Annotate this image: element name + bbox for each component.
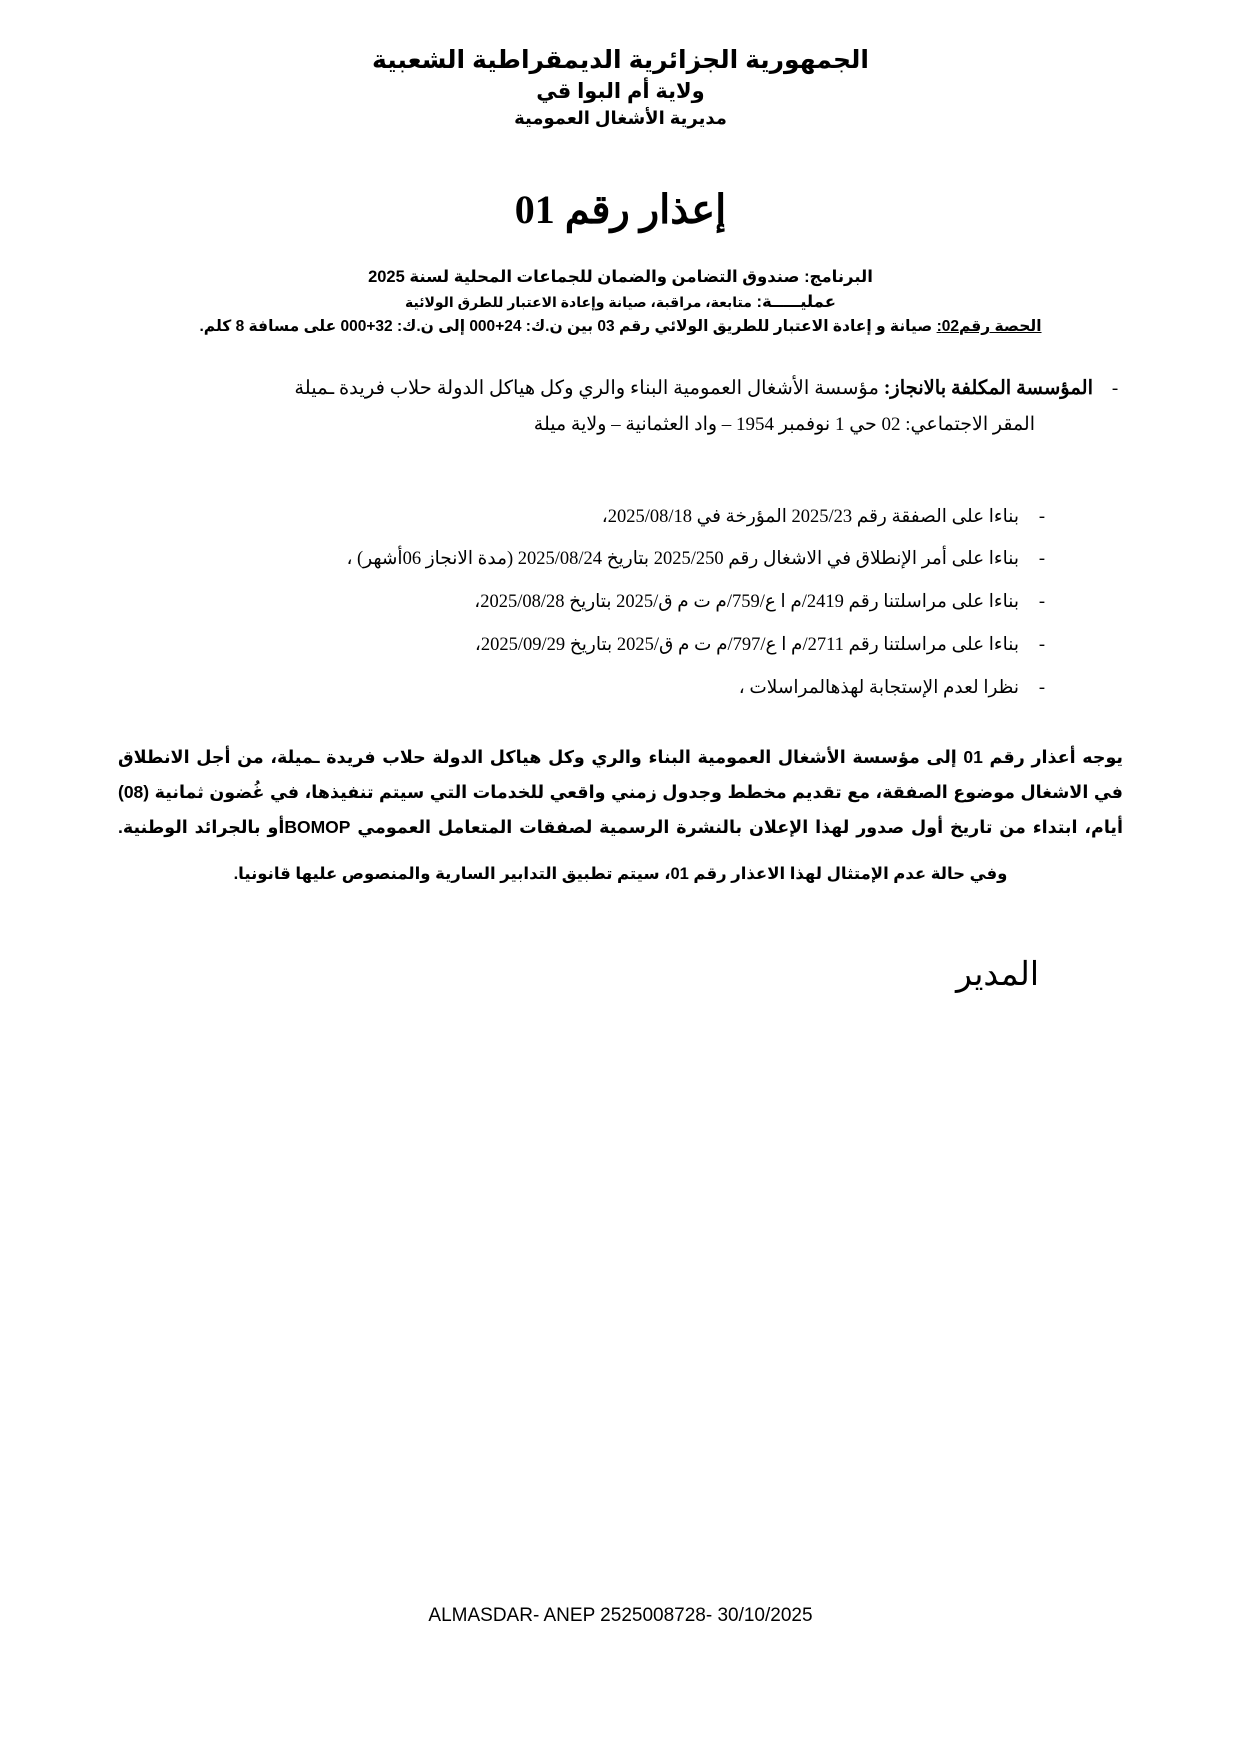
- signature-title: المدير: [955, 956, 1039, 993]
- list-item: [118, 546, 1049, 573]
- document-header: [118, 0, 1123, 130]
- notice-paragraph-warning: وفي حالة عدم الإمتثال لهذا الاعذار رقم 01، سيتم تطبيق التدابير السارية والمنصوص عليها قانونيا.: [233, 864, 1008, 883]
- dash-bullet-icon: -: [1038, 506, 1046, 527]
- list-item: [118, 632, 1049, 659]
- header-directorate-line: مديرية الأشغال العمومية: [514, 108, 727, 129]
- notice-meta-block: [118, 265, 1123, 338]
- page-title: إعذار رقم 01: [514, 187, 727, 233]
- consideration-text: بناءا على مراسلتنا رقم 2711/م ا ع/797/م ت م ق/2025 بتاريخ 2025/09/29،: [474, 634, 1019, 655]
- contractor-body: [118, 372, 1093, 441]
- dash-bullet-icon: -: [1038, 592, 1046, 613]
- contractor-label: المؤسسة المكلفة بالانجاز:: [883, 378, 1093, 400]
- list-item: [118, 589, 1049, 616]
- dash-bullet-icon: -: [1038, 634, 1046, 655]
- lot-line: [118, 315, 1123, 338]
- lot-value: صيانة و إعادة الاعتبار للطريق الولائي رقم 03 بين ن.ك: 24+000 إلى ن.ك: 32+000 على مسافة 8 كلم.: [199, 317, 933, 335]
- notice-paragraph-main: يوجه أعذار رقم 01 إلى مؤسسة الأشغال العمومية البناء والري وكل هياكل الدولة حلاب فريدة ـميلة، من أجل الانطلاق في الاشغال موضوع الصفقة، مع تقديم مخطط وجدول زمني واقعي للخدمات التي سيتم تنفيذها، في غُضون ثمانية (08) أيام، ابتداء من تاريخ أول صدور لهذا الإعلان بالنشرة الرسمية لصفقات المتعامل العمومي BOMOPأو بالجرائد الوطنية.: [118, 746, 1124, 837]
- contractor-address: [118, 408, 1093, 441]
- consideration-text: بناءا على أمر الإنطلاق في الاشغال رقم 2025/250 بتاريخ 2025/08/24 (مدة الانجاز 06أشهر) ،: [346, 549, 1019, 570]
- operation-label: عمليـــــة:: [756, 293, 837, 312]
- consideration-text: بناءا على الصفقة رقم 2025/23 المؤرخة في 2025/08/18،: [601, 506, 1019, 527]
- contractor-address-value: 02 حي 1 نوفمبر 1954 – واد العثمانية – ولاية ميلة: [533, 414, 901, 436]
- program-value: صندوق التضامن والضمان للجماعات المحلية لسنة 2025: [368, 268, 800, 287]
- dash-bullet-icon: -: [1038, 677, 1046, 698]
- dash-bullet-icon: -: [1038, 549, 1046, 570]
- header-republic-line: الجمهورية الجزائرية الديمقراطية الشعبية: [372, 46, 869, 74]
- list-item: [118, 504, 1049, 531]
- program-line: [118, 265, 1123, 290]
- list-item: [118, 675, 1049, 702]
- contractor-address-label: المقر الاجتماعي:: [905, 414, 1035, 436]
- considerations-list: [118, 504, 1123, 702]
- contractor-value: مؤسسة الأشغال العمومية البناء والري وكل هياكل الدولة حلاب فريدة ـميلة: [294, 378, 879, 400]
- consideration-text: بناءا على مراسلتنا رقم 2419/م ا ع/759/م ت م ق/2025 بتاريخ 2025/08/28،: [474, 592, 1019, 613]
- document-body: [118, 0, 1123, 994]
- header-wilaya-line: ولاية أم البوا قي: [536, 79, 705, 103]
- contractor-row: [118, 372, 1123, 441]
- program-label: البرنامج:: [804, 268, 873, 287]
- operation-value: متابعة، مراقبة، صيانة وإعادة الاعتبار للطرق الولائية: [404, 294, 752, 311]
- contractor-block: [118, 372, 1123, 441]
- dash-bullet-icon: -: [1111, 378, 1119, 400]
- consideration-text: نظرا لعدم الإستجابة لهذهالمراسلات ،: [738, 677, 1019, 698]
- lot-label: الحصة رقم02:: [936, 317, 1042, 335]
- operation-line: [118, 290, 1123, 315]
- page-footer: ALMASDAR- ANEP 2525008728- 30/10/2025: [428, 1605, 813, 1626]
